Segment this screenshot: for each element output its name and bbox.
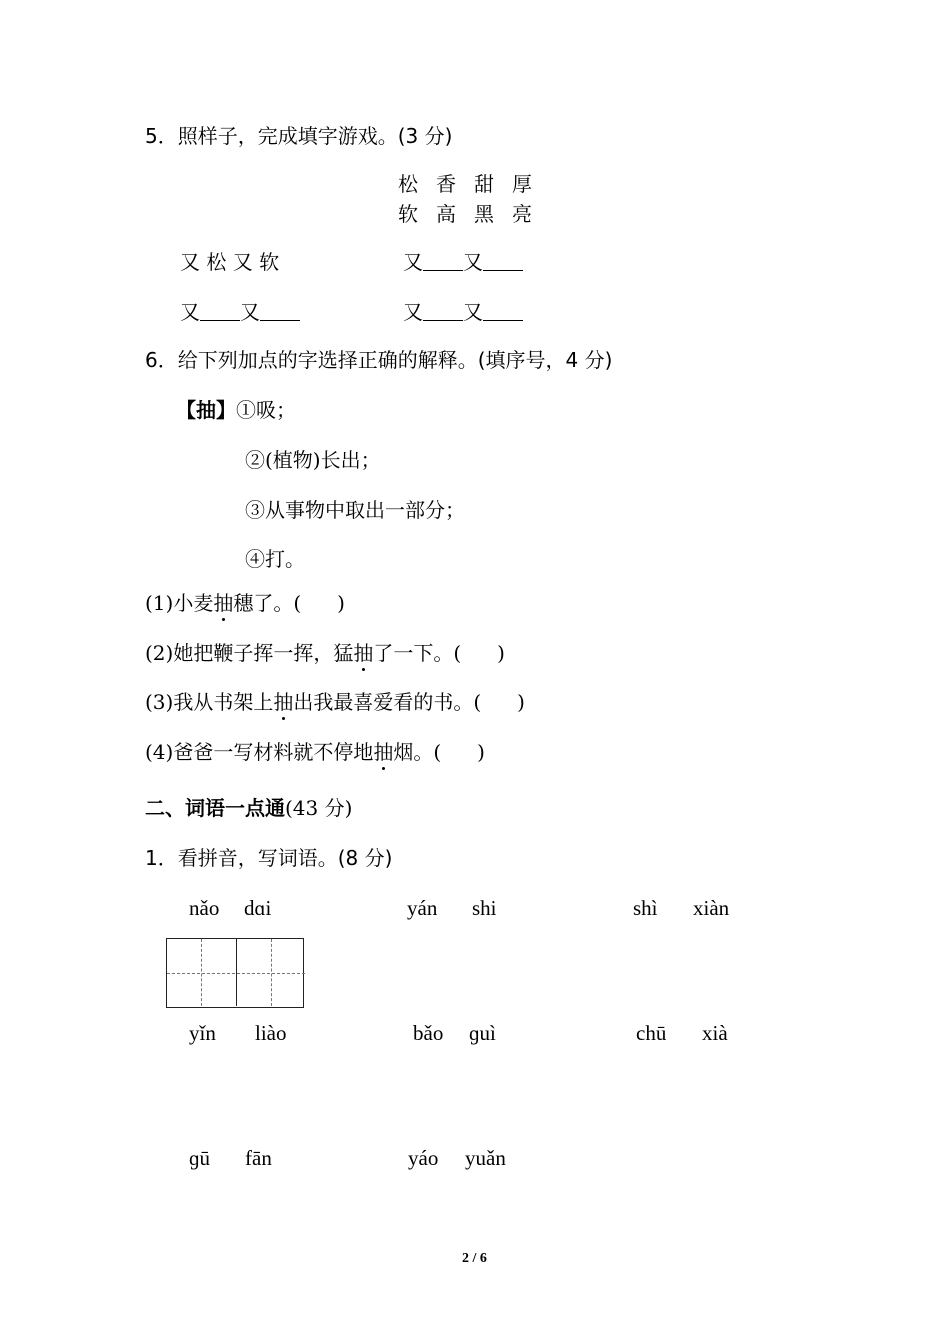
- paren-close: ): [477, 740, 485, 764]
- section-2-title: 二、词语一点通: [145, 796, 285, 820]
- q6-def-2: ②(植物)长出；: [245, 448, 381, 472]
- item-text: (1)小麦: [145, 591, 214, 615]
- pinyin-3a: shì: [633, 896, 658, 920]
- blank-field[interactable]: [200, 302, 240, 321]
- section-2-score: (43 分): [285, 796, 353, 820]
- blank-field[interactable]: [423, 302, 463, 321]
- pinyin-4a: yǐn: [189, 1021, 216, 1045]
- you-char: 又: [403, 300, 423, 324]
- pinyin-6a: chū: [636, 1021, 667, 1045]
- pinyin-8a: yáo: [408, 1146, 439, 1170]
- item-text: 穗了。(: [233, 591, 302, 615]
- q6-definition-line: [176, 400, 296, 420]
- item-text: (4)爸爸一写材料就不停地: [145, 740, 374, 764]
- q5-title: 5．照样子，完成填字游戏。(3 分): [145, 124, 453, 148]
- paren-close: ): [337, 591, 345, 615]
- q6-item-1: [145, 593, 345, 613]
- pinyin-3b: xiàn: [693, 896, 730, 920]
- item-text: (2)她把鞭子挥一挥，猛: [145, 641, 354, 665]
- item-text: (3)我从书架上: [145, 690, 274, 714]
- pinyin-8b: yuǎn: [465, 1146, 506, 1170]
- item-text: 出我最喜爱看的书。(: [293, 690, 482, 714]
- q5-fill-item-2: [180, 302, 300, 322]
- pinyin-2a: yán: [407, 896, 438, 920]
- you-char: 又: [463, 300, 483, 324]
- dotted-char: 抽: [373, 740, 394, 764]
- item-text: 了一下。(: [373, 641, 462, 665]
- section-2-heading: [145, 798, 352, 818]
- you-char: 又: [463, 250, 483, 274]
- writing-grid[interactable]: [166, 938, 304, 1008]
- pinyin-2b: shi: [472, 896, 497, 920]
- q6-def-1: ①吸；: [236, 398, 296, 422]
- dotted-char: 抽: [353, 641, 374, 665]
- you-char: 又: [240, 300, 260, 324]
- pinyin-7b: fān: [245, 1146, 272, 1170]
- paren-close: ): [497, 641, 505, 665]
- q6-item-4: [145, 742, 485, 762]
- q6-def-4: ④打。: [245, 547, 305, 571]
- q1-title: 1．看拼音，写词语。(8 分): [145, 846, 393, 870]
- page-number: 2 / 6: [462, 1251, 487, 1266]
- you-char: 又: [403, 250, 423, 274]
- q5-fill-item-3: [403, 302, 523, 322]
- grid-cell[interactable]: [167, 939, 235, 1006]
- q5-word-row-2: 软高黑亮: [398, 202, 550, 226]
- pinyin-7a: ɡū: [189, 1146, 210, 1170]
- pinyin-1b: dɑi: [244, 896, 272, 920]
- q6-headword: 【抽】: [176, 398, 236, 422]
- you-char: 又: [180, 300, 200, 324]
- q5-word-row-1: 松香甜厚: [398, 172, 550, 196]
- pinyin-4b: liào: [255, 1021, 287, 1045]
- blank-field[interactable]: [260, 302, 300, 321]
- q5-example: 又 松 又 软: [180, 250, 280, 274]
- pinyin-1a: nǎo: [189, 896, 220, 920]
- blank-field[interactable]: [483, 252, 523, 271]
- blank-field[interactable]: [423, 252, 463, 271]
- dotted-char: 抽: [273, 690, 294, 714]
- q6-title: 6．给下列加点的字选择正确的解释。(填序号，4 分): [145, 348, 613, 372]
- item-text: 烟。(: [393, 740, 442, 764]
- q6-item-3: [145, 692, 525, 712]
- paren-close: ): [517, 690, 525, 714]
- q5-fill-item-1: [403, 252, 523, 272]
- blank-field[interactable]: [483, 302, 523, 321]
- grid-cell[interactable]: [236, 939, 305, 1006]
- pinyin-6b: xià: [702, 1021, 728, 1045]
- q6-item-2: [145, 643, 505, 663]
- dotted-char: 抽: [213, 591, 234, 615]
- q6-def-3: ③从事物中取出一部分；: [245, 498, 465, 522]
- pinyin-5a: bǎo: [413, 1021, 444, 1045]
- pinyin-5b: ɡuì: [469, 1021, 496, 1045]
